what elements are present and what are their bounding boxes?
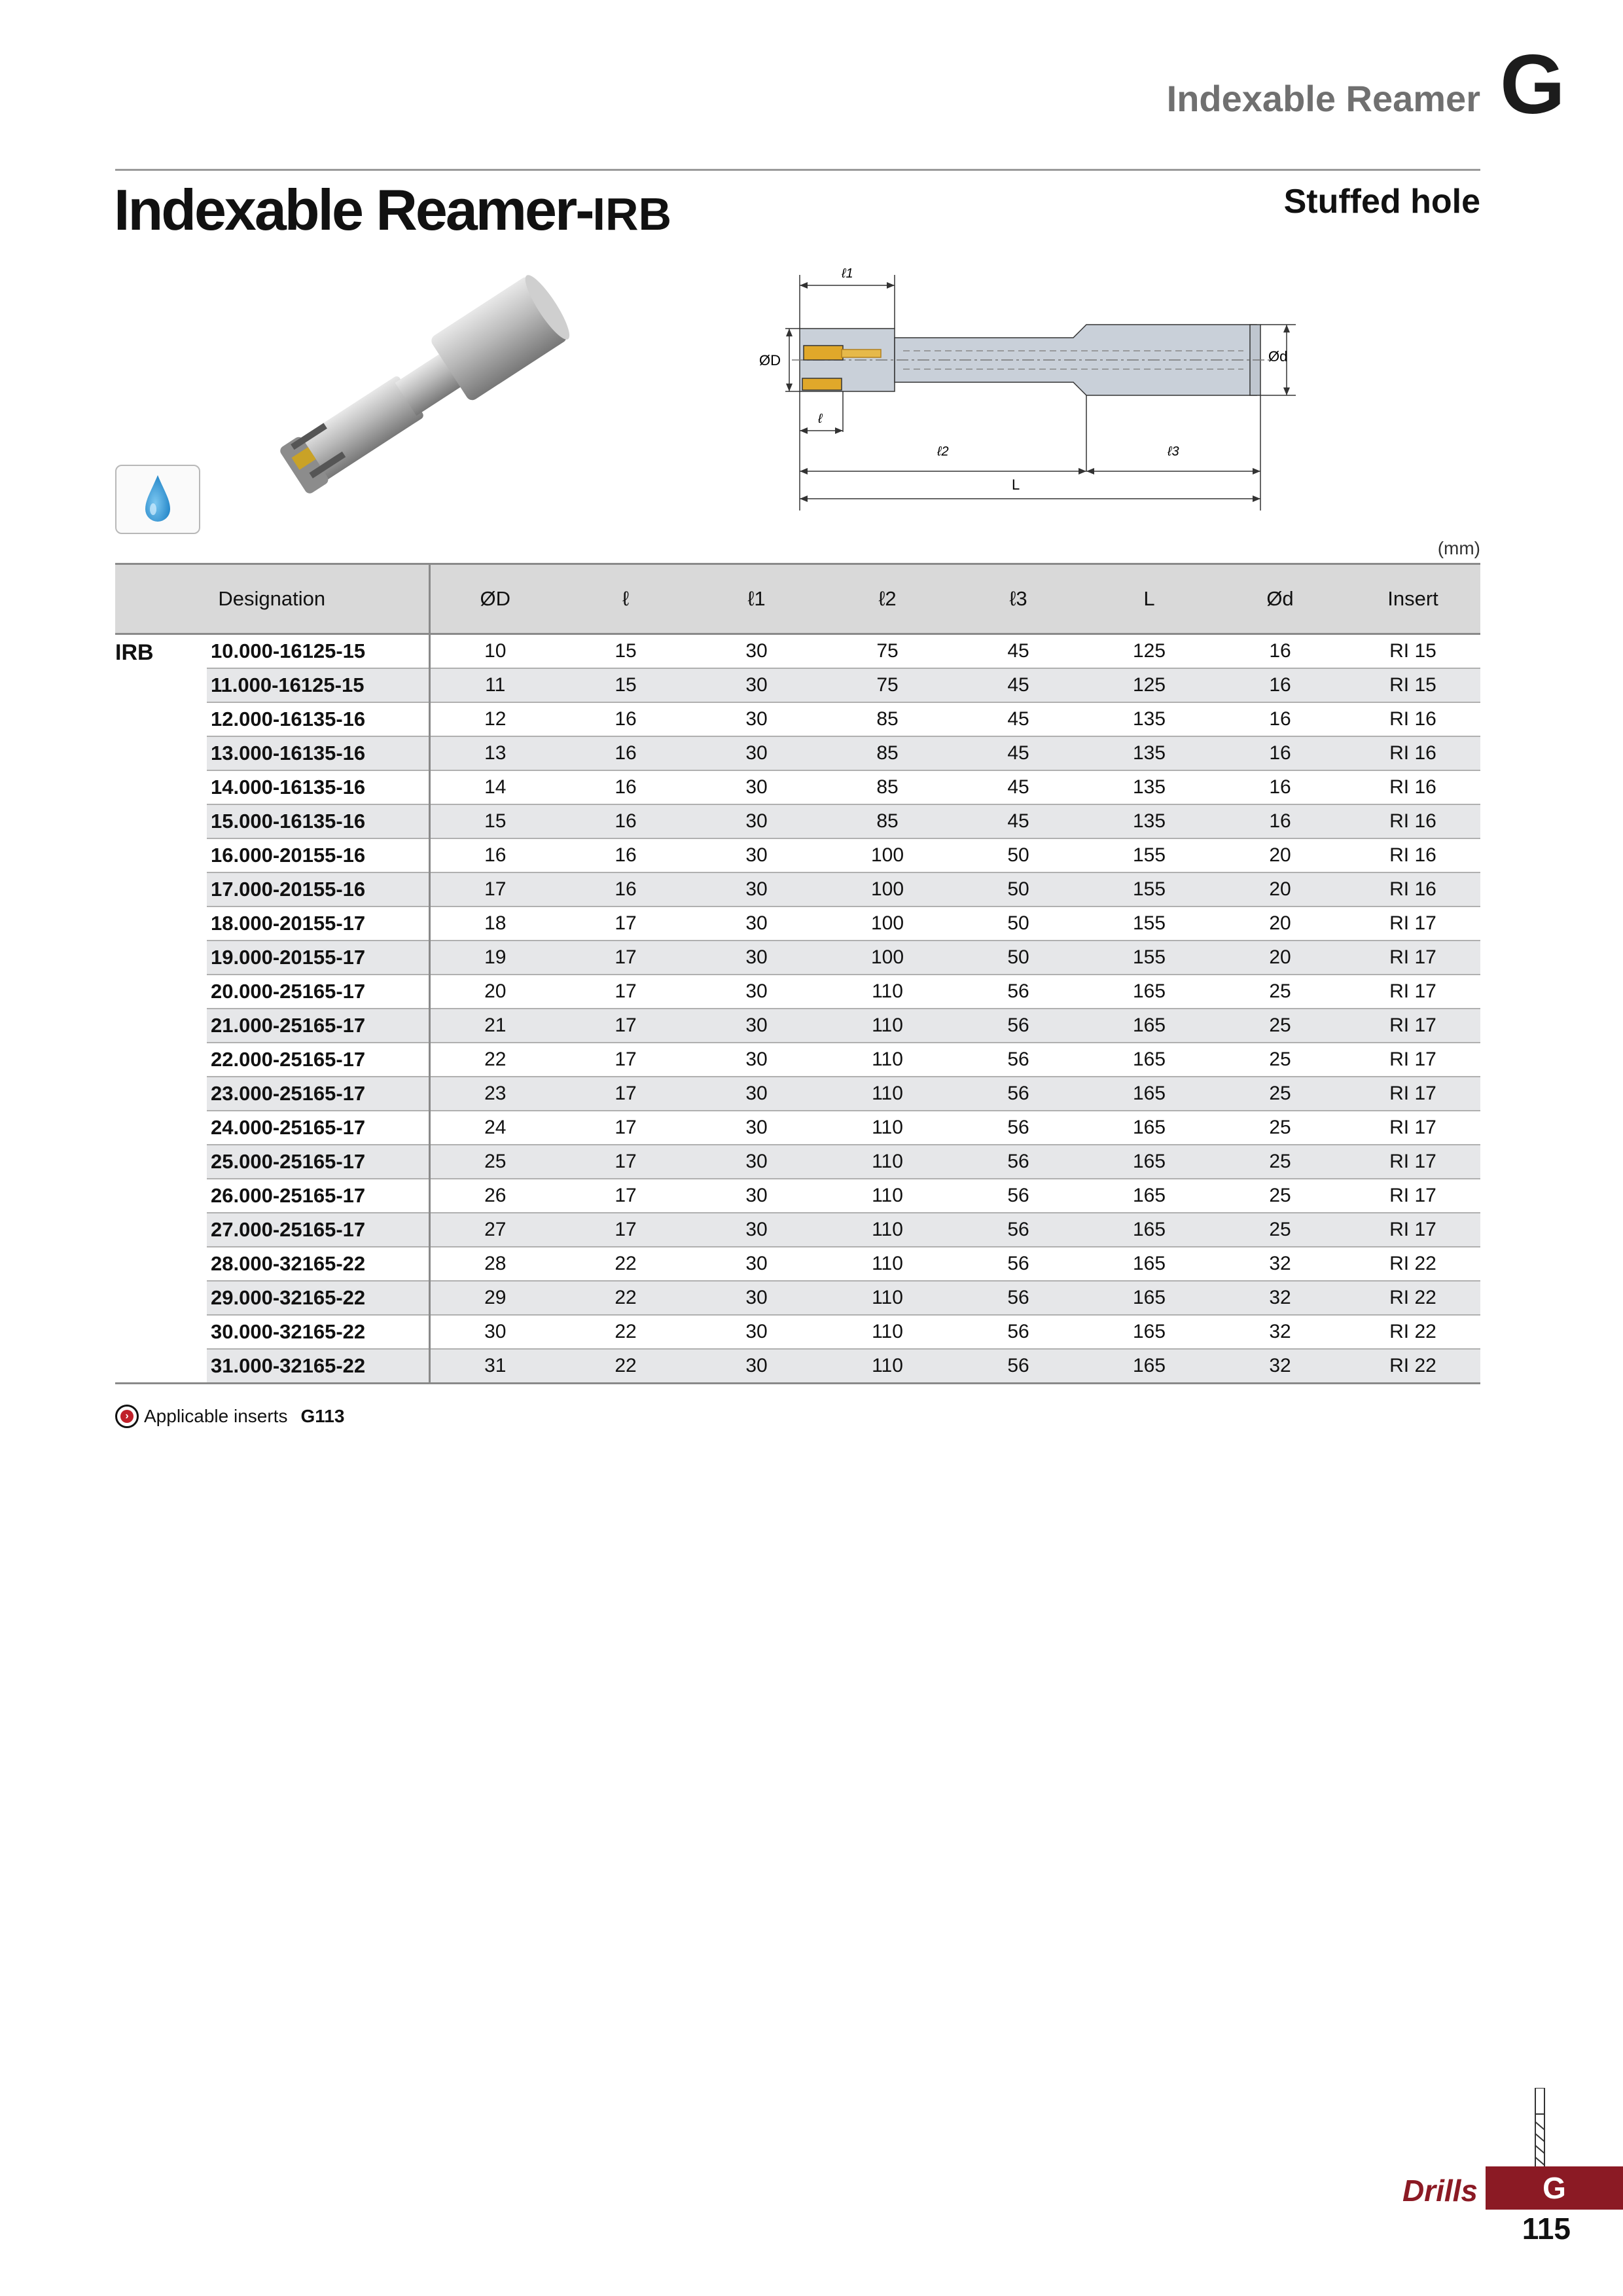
cell-l3: 56	[953, 1349, 1084, 1384]
cell-l1: 30	[691, 1349, 822, 1384]
cell-diameter-d: 25	[1215, 975, 1346, 1009]
cell-designation: 21.000-25165-17	[207, 1009, 429, 1043]
cell-diameter-D: 15	[429, 804, 560, 838]
cell-diameter-d: 20	[1215, 941, 1346, 975]
cell-l3: 56	[953, 1247, 1084, 1281]
cell-l3: 56	[953, 1213, 1084, 1247]
cell-l2: 110	[822, 1213, 953, 1247]
cell-l2: 110	[822, 1009, 953, 1043]
header-insert: Insert	[1346, 564, 1480, 634]
cell-L: 135	[1084, 770, 1215, 804]
table-row	[115, 872, 1480, 906]
cell-l3: 56	[953, 1077, 1084, 1111]
cell-diameter-d: 20	[1215, 906, 1346, 941]
footer-category: Drills	[1402, 2174, 1478, 2208]
cell-l: 17	[560, 1009, 691, 1043]
cell-l1: 30	[691, 702, 822, 736]
cell-l1: 30	[691, 634, 822, 669]
cell-L: 135	[1084, 702, 1215, 736]
cell-l1: 30	[691, 1111, 822, 1145]
cell-L: 165	[1084, 1349, 1215, 1384]
cell-l: 17	[560, 1179, 691, 1213]
cell-l: 17	[560, 1077, 691, 1111]
cell-l3: 56	[953, 1281, 1084, 1315]
cell-l2: 110	[822, 1247, 953, 1281]
cell-insert: RI 22	[1346, 1281, 1480, 1315]
cell-l: 17	[560, 975, 691, 1009]
cell-diameter-d: 25	[1215, 1213, 1346, 1247]
cell-L: 165	[1084, 1247, 1215, 1281]
cell-designation: 29.000-32165-22	[207, 1281, 429, 1315]
cell-l: 17	[560, 1043, 691, 1077]
cell-L: 135	[1084, 736, 1215, 770]
cell-insert: RI 16	[1346, 804, 1480, 838]
table-row	[115, 634, 1480, 669]
cell-l3: 45	[953, 770, 1084, 804]
label-L: L	[1012, 476, 1020, 493]
cell-l3: 56	[953, 1179, 1084, 1213]
page-title	[114, 177, 671, 243]
cell-L: 155	[1084, 838, 1215, 872]
cell-l: 16	[560, 804, 691, 838]
cell-l1: 30	[691, 1009, 822, 1043]
table-row	[115, 1077, 1480, 1111]
cell-diameter-D: 30	[429, 1315, 560, 1349]
cell-diameter-D: 12	[429, 702, 560, 736]
cell-designation: 18.000-20155-17	[207, 906, 429, 941]
cell-l1: 30	[691, 1179, 822, 1213]
cell-diameter-D: 28	[429, 1247, 560, 1281]
cell-l2: 75	[822, 634, 953, 669]
spec-table	[115, 563, 1480, 1384]
cell-designation: 12.000-16135-16	[207, 702, 429, 736]
cell-l2: 100	[822, 906, 953, 941]
table-row	[115, 804, 1480, 838]
header-designation: Designation	[115, 564, 429, 634]
cell-l2: 85	[822, 702, 953, 736]
cell-l3: 50	[953, 872, 1084, 906]
cell-l3: 56	[953, 1315, 1084, 1349]
cell-diameter-D: 24	[429, 1111, 560, 1145]
cell-l1: 30	[691, 1213, 822, 1247]
cell-l3: 50	[953, 941, 1084, 975]
table-header-row	[115, 564, 1480, 634]
cell-designation: 14.000-16135-16	[207, 770, 429, 804]
cell-designation: 13.000-16135-16	[207, 736, 429, 770]
cell-L: 165	[1084, 975, 1215, 1009]
cell-l2: 110	[822, 1145, 953, 1179]
cell-diameter-D: 16	[429, 838, 560, 872]
cell-diameter-D: 20	[429, 975, 560, 1009]
cell-diameter-D: 14	[429, 770, 560, 804]
coolant-badge	[115, 465, 200, 534]
cell-l: 16	[560, 872, 691, 906]
label-d: Ød	[1268, 348, 1288, 365]
cell-L: 165	[1084, 1111, 1215, 1145]
label-l3: ℓ3	[1168, 444, 1179, 459]
cell-l2: 85	[822, 770, 953, 804]
cell-l2: 110	[822, 1179, 953, 1213]
cell-l3: 45	[953, 736, 1084, 770]
cell-l1: 30	[691, 975, 822, 1009]
cell-l: 15	[560, 668, 691, 702]
cell-l2: 110	[822, 975, 953, 1009]
section-title: Indexable Reamer	[1166, 78, 1480, 119]
cell-L: 165	[1084, 1213, 1215, 1247]
header-l: ℓ	[560, 564, 691, 634]
table-row	[115, 1247, 1480, 1281]
cell-l1: 30	[691, 1247, 822, 1281]
cell-l1: 30	[691, 1281, 822, 1315]
cell-insert: RI 17	[1346, 941, 1480, 975]
cell-insert: RI 17	[1346, 1043, 1480, 1077]
cell-insert: RI 17	[1346, 1145, 1480, 1179]
table-row	[115, 702, 1480, 736]
cell-l3: 56	[953, 1043, 1084, 1077]
cell-l2: 100	[822, 872, 953, 906]
table-row	[115, 1111, 1480, 1145]
table-row	[115, 1281, 1480, 1315]
cell-l: 16	[560, 838, 691, 872]
cell-l1: 30	[691, 1077, 822, 1111]
arrow-circle-icon: ›	[115, 1405, 139, 1428]
cell-insert: RI 16	[1346, 872, 1480, 906]
page-subtitle: Stuffed hole	[1283, 183, 1480, 221]
cell-l: 16	[560, 702, 691, 736]
cell-l: 17	[560, 1111, 691, 1145]
cell-l3: 45	[953, 634, 1084, 669]
cell-diameter-D: 29	[429, 1281, 560, 1315]
header-diameter-d: Ød	[1215, 564, 1346, 634]
cell-l2: 75	[822, 668, 953, 702]
cell-designation: 26.000-25165-17	[207, 1179, 429, 1213]
cell-l2: 85	[822, 804, 953, 838]
cell-l2: 100	[822, 941, 953, 975]
cell-designation: 31.000-32165-22	[207, 1349, 429, 1384]
cell-l2: 110	[822, 1077, 953, 1111]
cell-l1: 30	[691, 872, 822, 906]
cell-designation: 11.000-16125-15	[207, 668, 429, 702]
cell-L: 165	[1084, 1145, 1215, 1179]
table-row	[115, 736, 1480, 770]
table-row	[115, 1315, 1480, 1349]
cell-insert: RI 17	[1346, 1179, 1480, 1213]
header-l3: ℓ3	[953, 564, 1084, 634]
cell-l2: 110	[822, 1315, 953, 1349]
cell-diameter-d: 16	[1215, 736, 1346, 770]
cell-diameter-d: 25	[1215, 1077, 1346, 1111]
cell-designation: 25.000-25165-17	[207, 1145, 429, 1179]
cell-designation: 27.000-25165-17	[207, 1213, 429, 1247]
table-row	[115, 770, 1480, 804]
cell-diameter-d: 16	[1215, 668, 1346, 702]
label-l1: ℓ1	[842, 266, 853, 281]
cell-diameter-D: 22	[429, 1043, 560, 1077]
cell-l3: 56	[953, 1145, 1084, 1179]
cell-insert: RI 17	[1346, 906, 1480, 941]
cell-l1: 30	[691, 1315, 822, 1349]
cell-diameter-d: 32	[1215, 1281, 1346, 1315]
cell-diameter-d: 20	[1215, 838, 1346, 872]
cell-insert: RI 17	[1346, 1077, 1480, 1111]
cell-insert: RI 17	[1346, 975, 1480, 1009]
cell-l1: 30	[691, 838, 822, 872]
cell-diameter-d: 32	[1215, 1349, 1346, 1384]
cell-diameter-d: 32	[1215, 1247, 1346, 1281]
cell-designation: 17.000-20155-16	[207, 872, 429, 906]
cell-diameter-d: 16	[1215, 634, 1346, 669]
cell-l1: 30	[691, 770, 822, 804]
cell-diameter-d: 16	[1215, 770, 1346, 804]
series-label: IRB	[115, 634, 207, 1384]
cell-l2: 110	[822, 1281, 953, 1315]
cell-L: 165	[1084, 1179, 1215, 1213]
cell-insert: RI 15	[1346, 634, 1480, 669]
footer-section-tab[interactable]: G	[1486, 2166, 1623, 2210]
cell-diameter-D: 19	[429, 941, 560, 975]
cell-l1: 30	[691, 1043, 822, 1077]
cell-l: 22	[560, 1281, 691, 1315]
cell-l: 17	[560, 941, 691, 975]
header-diameter-D: ØD	[429, 564, 560, 634]
header-l2: ℓ2	[822, 564, 953, 634]
cell-insert: RI 17	[1346, 1111, 1480, 1145]
header-divider	[115, 169, 1480, 171]
cell-l3: 56	[953, 975, 1084, 1009]
cell-L: 155	[1084, 941, 1215, 975]
table-row	[115, 975, 1480, 1009]
cell-diameter-d: 25	[1215, 1179, 1346, 1213]
table-row	[115, 941, 1480, 975]
cell-L: 165	[1084, 1043, 1215, 1077]
cell-insert: RI 16	[1346, 770, 1480, 804]
water-drop-icon	[116, 466, 199, 533]
cell-l1: 30	[691, 736, 822, 770]
unit-label: (mm)	[1437, 538, 1480, 558]
cell-diameter-D: 31	[429, 1349, 560, 1384]
cell-l: 17	[560, 1213, 691, 1247]
table-row	[115, 1179, 1480, 1213]
cell-diameter-d: 25	[1215, 1043, 1346, 1077]
title-main: Indexable Reamer-	[114, 177, 593, 242]
cell-l1: 30	[691, 941, 822, 975]
cell-diameter-D: 21	[429, 1009, 560, 1043]
page-number: 115	[1522, 2212, 1571, 2246]
cell-l3: 56	[953, 1111, 1084, 1145]
cell-diameter-d: 32	[1215, 1315, 1346, 1349]
cell-L: 165	[1084, 1009, 1215, 1043]
cell-designation: 10.000-16125-15	[207, 634, 429, 669]
cell-l3: 45	[953, 668, 1084, 702]
cell-l: 22	[560, 1315, 691, 1349]
table-row	[115, 1213, 1480, 1247]
table-row	[115, 906, 1480, 941]
cell-insert: RI 16	[1346, 736, 1480, 770]
cell-l1: 30	[691, 906, 822, 941]
header-l1: ℓ1	[691, 564, 822, 634]
cell-diameter-D: 13	[429, 736, 560, 770]
cell-diameter-D: 23	[429, 1077, 560, 1111]
cell-l3: 50	[953, 838, 1084, 872]
header-L: L	[1084, 564, 1215, 634]
cell-designation: 24.000-25165-17	[207, 1111, 429, 1145]
cell-L: 165	[1084, 1281, 1215, 1315]
cell-l: 17	[560, 906, 691, 941]
cell-L: 125	[1084, 634, 1215, 669]
cell-diameter-D: 11	[429, 668, 560, 702]
table-row	[115, 1145, 1480, 1179]
table-row	[115, 1043, 1480, 1077]
table-row	[115, 1009, 1480, 1043]
cell-l3: 45	[953, 702, 1084, 736]
cell-diameter-D: 17	[429, 872, 560, 906]
ref-text: Applicable inserts	[144, 1406, 288, 1426]
cell-l: 22	[560, 1247, 691, 1281]
cell-diameter-d: 25	[1215, 1111, 1346, 1145]
cell-l: 15	[560, 634, 691, 669]
cell-insert: RI 22	[1346, 1247, 1480, 1281]
cell-l: 16	[560, 770, 691, 804]
cell-designation: 20.000-25165-17	[207, 975, 429, 1009]
cell-designation: 19.000-20155-17	[207, 941, 429, 975]
cell-L: 135	[1084, 804, 1215, 838]
cell-designation: 22.000-25165-17	[207, 1043, 429, 1077]
cell-l3: 50	[953, 906, 1084, 941]
cell-l: 16	[560, 736, 691, 770]
cell-diameter-d: 16	[1215, 804, 1346, 838]
cell-l1: 30	[691, 804, 822, 838]
cell-insert: RI 22	[1346, 1349, 1480, 1384]
title-suffix: IRB	[592, 188, 672, 240]
cell-l2: 100	[822, 838, 953, 872]
cell-L: 155	[1084, 906, 1215, 941]
dimension-drawing	[707, 262, 1322, 511]
cell-designation: 15.000-16135-16	[207, 804, 429, 838]
cell-diameter-d: 25	[1215, 1009, 1346, 1043]
applicable-inserts-ref	[115, 1405, 344, 1428]
label-D: ØD	[759, 352, 781, 368]
cell-designation: 28.000-32165-22	[207, 1247, 429, 1281]
cell-diameter-D: 27	[429, 1213, 560, 1247]
cell-l2: 110	[822, 1349, 953, 1384]
cell-L: 165	[1084, 1077, 1215, 1111]
cell-insert: RI 15	[1346, 668, 1480, 702]
cell-L: 165	[1084, 1315, 1215, 1349]
cell-l2: 85	[822, 736, 953, 770]
label-l2: ℓ2	[937, 444, 949, 459]
cell-insert: RI 17	[1346, 1009, 1480, 1043]
table-row	[115, 838, 1480, 872]
cell-insert: RI 16	[1346, 702, 1480, 736]
cell-insert: RI 22	[1346, 1315, 1480, 1349]
cell-diameter-D: 18	[429, 906, 560, 941]
cell-diameter-d: 20	[1215, 872, 1346, 906]
cell-diameter-D: 26	[429, 1179, 560, 1213]
table-row	[115, 1349, 1480, 1384]
cell-diameter-d: 16	[1215, 702, 1346, 736]
cell-designation: 16.000-20155-16	[207, 838, 429, 872]
reamer-photo	[242, 275, 582, 517]
cell-l: 17	[560, 1145, 691, 1179]
section-letter: G	[1500, 38, 1565, 132]
cell-L: 125	[1084, 668, 1215, 702]
cell-diameter-D: 10	[429, 634, 560, 669]
cell-designation: 23.000-25165-17	[207, 1077, 429, 1111]
cell-L: 155	[1084, 872, 1215, 906]
cell-l2: 110	[822, 1111, 953, 1145]
cell-l2: 110	[822, 1043, 953, 1077]
ref-page-link[interactable]: G113	[300, 1406, 345, 1426]
cell-diameter-D: 25	[429, 1145, 560, 1179]
label-l: ℓ	[818, 412, 823, 426]
cell-l1: 30	[691, 668, 822, 702]
cell-l3: 45	[953, 804, 1084, 838]
table-row	[115, 668, 1480, 702]
cell-l3: 56	[953, 1009, 1084, 1043]
cell-insert: RI 17	[1346, 1213, 1480, 1247]
cell-l: 22	[560, 1349, 691, 1384]
cell-designation: 30.000-32165-22	[207, 1315, 429, 1349]
cell-l1: 30	[691, 1145, 822, 1179]
cell-diameter-d: 25	[1215, 1145, 1346, 1179]
cell-insert: RI 16	[1346, 838, 1480, 872]
